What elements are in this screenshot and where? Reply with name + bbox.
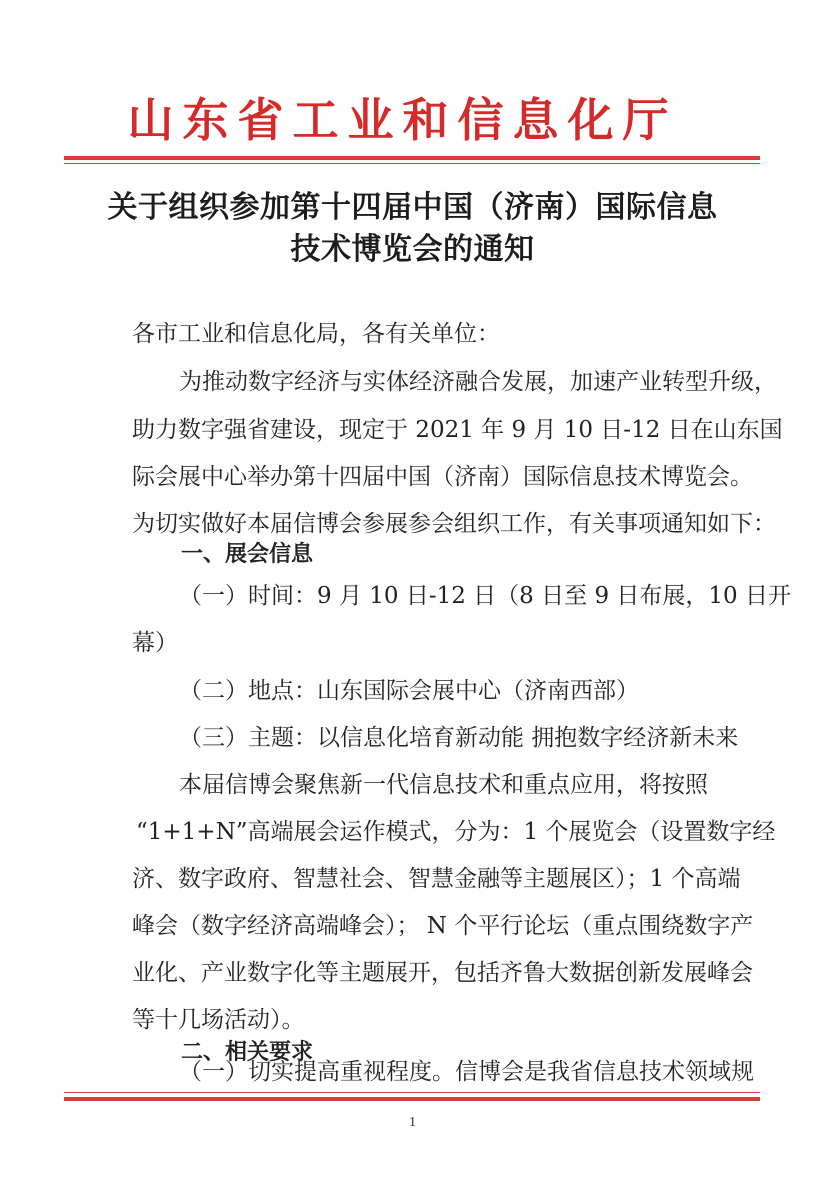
para2-line: 等十几场活动）。 [132,1007,305,1033]
time-line: （一）时间：9 月 10 日-12 日（8 日至 9 日布展，10 日开 [179,583,791,609]
letterhead-rule-thin [64,163,760,164]
intro-line: 际会展中心举办第十四届中国（济南）国际信息技术博览会。 [132,464,753,490]
notice-title-line-2: 技术博览会的通知 [290,232,535,267]
para2-line: 峰会（数字经济高端峰会）； N 个平行论坛（重点围绕数字产 [132,913,754,939]
theme-line: （三）主题：以信息化培育新动能 拥抱数字经济新未来 [179,725,739,751]
letterhead-rule-thick [64,156,760,160]
intro-line: 为切实做好本届信博会参展参会组织工作，有关事项通知如下： [132,511,776,537]
footer-rule-thin [64,1092,760,1093]
page-number: 1 [409,1115,416,1130]
para2-line: 济、数字政府、智慧社会、智慧金融等主题展区）；1 个高端 [132,866,741,892]
para2-line: “1+1+N”高端展会运作模式，分为：1 个展览会（设置数字经 [136,819,776,845]
section-1-heading: 一、展会信息 [181,542,314,567]
para2-line: 业化、产业数字化等主题展开，包括齐鲁大数据创新发展峰会 [132,960,753,986]
place-line: （二）地点：山东国际会展中心（济南西部） [179,678,639,704]
letterhead-title: 山东省工业和信息化厅 [127,93,678,147]
footer-rule-thick [64,1097,760,1101]
notice-title-line-1: 关于组织参加第十四届中国（济南）国际信息 [107,190,718,225]
section-2-heading: 二、相关要求 [181,1040,314,1065]
time-line-continued: 幕） [132,630,178,656]
para2-line: 本届信博会聚焦新一代信息技术和重点应用，将按照 [179,772,708,798]
intro-line: 为推动数字经济与实体经济融合发展，加速产业转型升级， [179,369,777,395]
requirement-1-line: （一）切实提高重视程度。信博会是我省信息技术领域规 [179,1059,754,1085]
intro-line: 助力数字强省建设，现定于 2021 年 9 月 10 日-12 日在山东国 [132,417,783,443]
salutation: 各市工业和信息化局，各有关单位： [132,321,500,347]
